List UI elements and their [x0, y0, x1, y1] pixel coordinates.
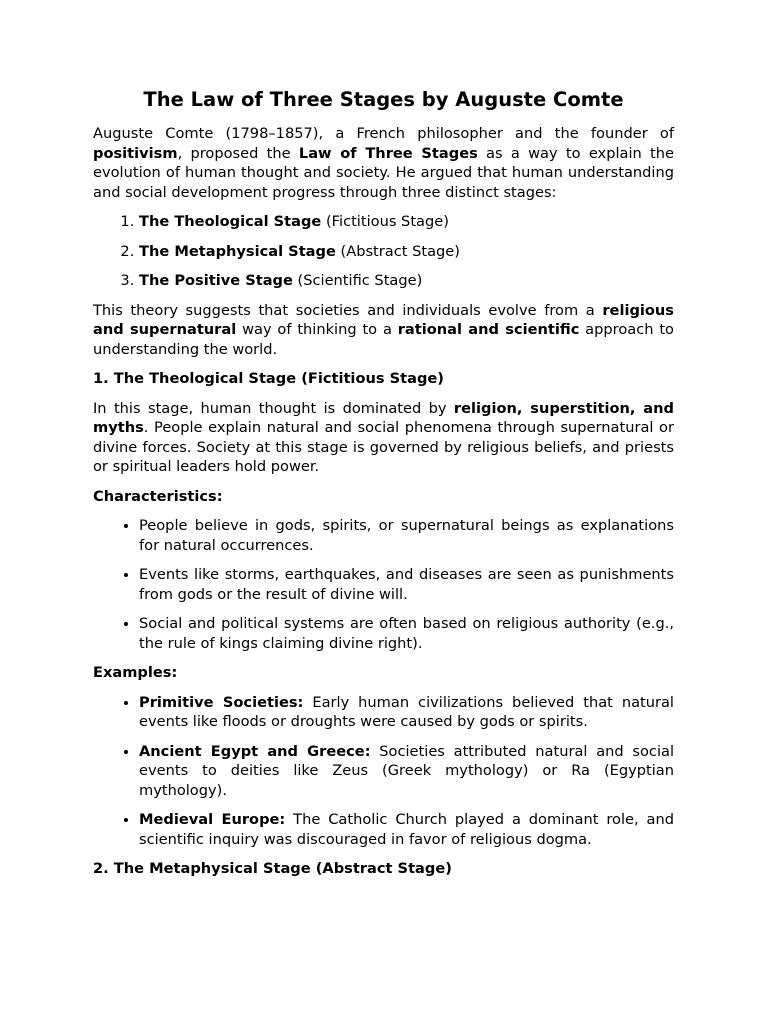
- stage-alt-name: (Abstract Stage): [335, 242, 460, 260]
- intro-text-1: Auguste Comte (1798–1857), a French philosopher and the founder of: [93, 125, 674, 142]
- examples-heading: Examples:: [93, 664, 178, 681]
- section1-heading: 1. The Theological Stage (Fictitious Stage): [93, 370, 444, 387]
- intro-text-3: as a way to explain the evolution of human thought and society. He argued that human understanding and social development progress through three distinct stages:: [93, 144, 674, 201]
- stage-alt-name: (Fictitious Stage): [321, 213, 449, 230]
- stage-item: [139, 212, 674, 232]
- stage-alt-name: (Scientific Stage): [292, 272, 423, 289]
- characteristic-item: • Social and political systems are often based on religious authority (e.g., the rule of kings claiming divine right).: [139, 614, 674, 653]
- stage-name: The Metaphysical Stage: [139, 242, 336, 260]
- example-title: Ancient Egypt and Greece:: [139, 742, 371, 760]
- characteristics-heading: Characteristics:: [93, 487, 223, 505]
- stage-item: [139, 271, 674, 291]
- example-text: Societies attributed natural and social events to deities like Zeus (Greek mythology) or Ra (Egyptian mythology).: [139, 742, 675, 799]
- section2-heading: 2. The Metaphysical Stage (Abstract Stage): [93, 860, 452, 877]
- characteristics-list: [93, 516, 674, 653]
- example-item: [139, 742, 674, 801]
- example-text: Early human civilizations believed that natural events like floods or droughts were caused by gods or spirits.: [139, 693, 674, 730]
- theory-bold-1: religious and supernatural: [93, 301, 674, 338]
- example-item: [139, 810, 674, 849]
- theory-text-3: approach to understanding the world.: [93, 321, 674, 358]
- characteristic-item: • People believe in gods, spirits, or supernatural beings as explanations for natural occurrences.: [139, 516, 674, 555]
- example-title: Medieval Europe:: [139, 811, 286, 828]
- intro-paragraph: [93, 124, 674, 202]
- characteristic-item: • Events like storms, earthquakes, and diseases are seen as punishments from gods or the result of divine will.: [139, 565, 674, 604]
- section1-text-2: . People explain natural and social phenomena through supernatural or divine forces. Society at this stage is governed by religious beliefs, and priests or spiritual leaders hold power.: [93, 419, 674, 475]
- intro-bold-law: Law of Three Stages: [298, 144, 478, 162]
- stage-name: The Positive Stage: [139, 272, 293, 289]
- intro-text-2: , proposed the: [177, 144, 299, 162]
- stages-list: [93, 212, 674, 291]
- section1-paragraph: [93, 399, 674, 477]
- stage-item: [139, 242, 674, 262]
- section1-text-1: In this stage, human thought is dominated by: [93, 399, 454, 417]
- theory-text-2: way of thinking to a: [236, 321, 398, 338]
- example-text: The Catholic Church played a dominant role, and scientific inquiry was discouraged in favor of religious dogma.: [139, 811, 674, 848]
- theory-text-1: This theory suggests that societies and individuals evolve from a: [93, 301, 603, 319]
- intro-bold-positivism: positivism: [93, 144, 178, 162]
- theory-bold-2: rational and scientific: [397, 321, 580, 338]
- theory-paragraph: [93, 301, 674, 360]
- section1-bold: religion, superstition, and myths: [93, 399, 674, 436]
- example-item: [139, 693, 674, 732]
- stage-name: The Theological Stage: [139, 213, 322, 230]
- document-title: The Law of Three Stages by Auguste Comte: [143, 88, 624, 111]
- example-title: Primitive Societies:: [139, 693, 304, 711]
- examples-list: [93, 693, 674, 850]
